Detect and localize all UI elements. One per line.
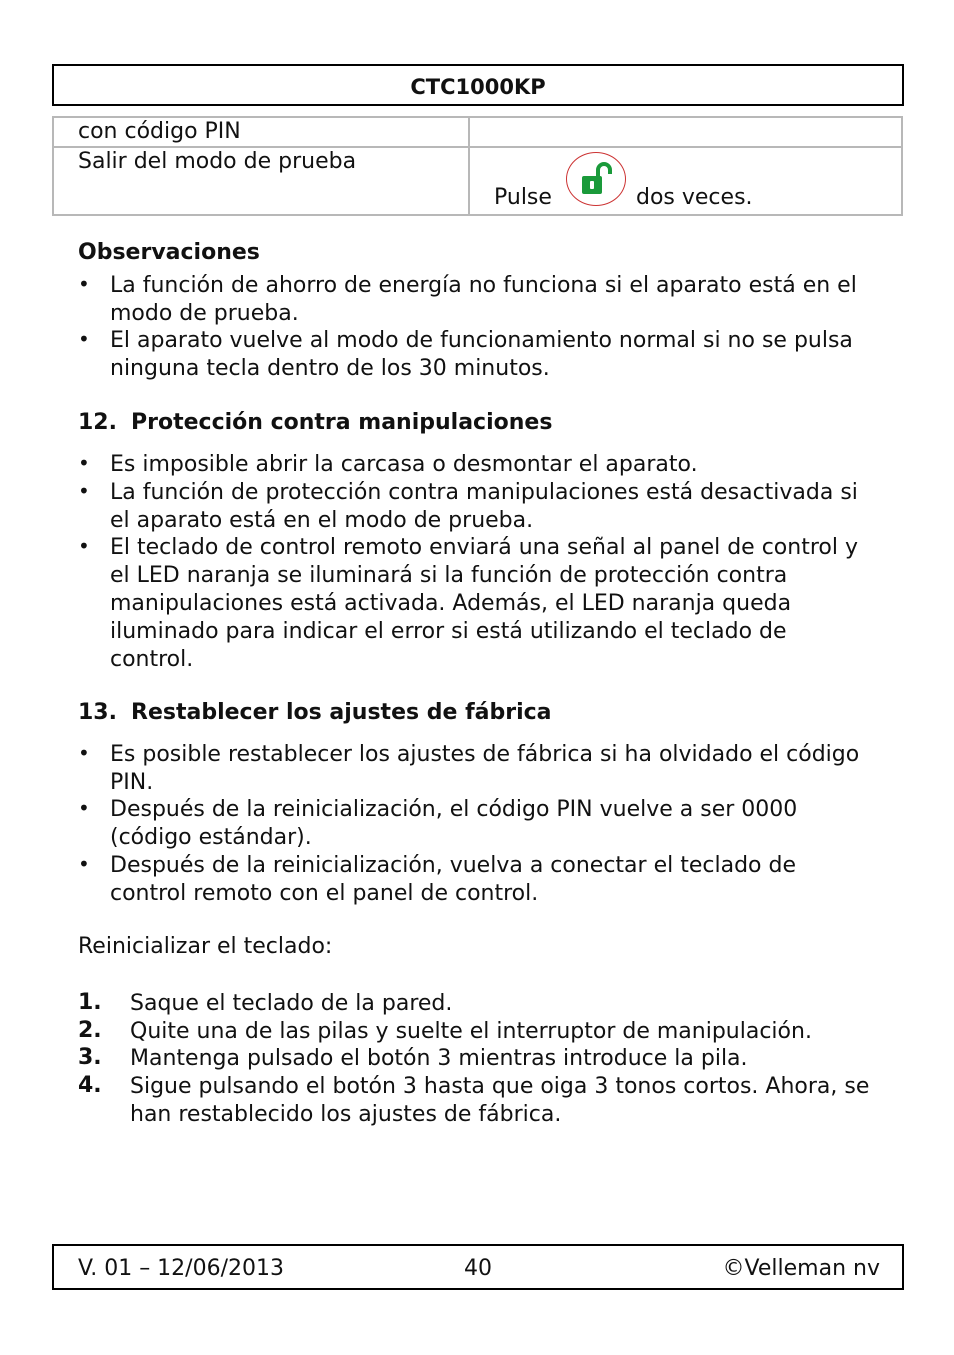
bullet-icon: • xyxy=(78,796,90,820)
table-cell-instruction xyxy=(469,117,902,147)
bullet-icon: • xyxy=(78,451,90,475)
table-cell-instruction xyxy=(469,147,902,215)
bullet-icon: • xyxy=(78,327,90,351)
unlock-button-icon xyxy=(566,152,626,206)
table-cell-action: Salir del modo de prueba xyxy=(53,147,469,215)
section-number: 12. xyxy=(78,410,117,435)
copyright: ©Velleman nv xyxy=(722,1256,880,1281)
step-number: 4. xyxy=(78,1073,102,1098)
step-number: 1. xyxy=(78,990,102,1015)
table-cell-action: con código PIN xyxy=(53,117,469,147)
section-title: Protección contra manipulaciones xyxy=(131,410,553,435)
page-footer xyxy=(52,1244,904,1290)
observaciones-heading: Observaciones xyxy=(78,240,260,265)
section-title: Restablecer los ajustes de fábrica xyxy=(131,700,552,725)
instruction-suffix: dos veces. xyxy=(636,185,753,210)
page-number: 40 xyxy=(464,1256,492,1281)
version-date: V. 01 – 12/06/2013 xyxy=(78,1256,284,1281)
bullet-icon: • xyxy=(78,272,90,296)
step-text: Sigue pulsando el botón 3 hasta que oiga 3 tonos cortos. Ahora, se han restablecido los ajustes de fábrica. xyxy=(130,1074,870,1127)
instruction-table xyxy=(52,116,903,216)
bullet-icon: • xyxy=(78,741,90,765)
step-text: Mantenga pulsado el botón 3 mientras introduce la pila. xyxy=(130,1046,748,1071)
bullet-icon: • xyxy=(78,534,90,558)
product-code: CTC1000KP xyxy=(410,75,546,99)
bullet-icon: • xyxy=(78,852,90,876)
step-text: Quite una de las pilas y suelte el interruptor de manipulación. xyxy=(130,1019,812,1044)
reset-intro: Reinicializar el teclado: xyxy=(78,934,333,959)
instruction-prefix: Pulse xyxy=(494,185,552,210)
table-row xyxy=(53,147,902,215)
bullet-icon: • xyxy=(78,479,90,503)
table-row xyxy=(53,117,902,147)
page-header xyxy=(52,64,904,106)
step-number: 2. xyxy=(78,1018,102,1043)
step-text: Saque el teclado de la pared. xyxy=(130,991,453,1016)
section-number: 13. xyxy=(78,700,117,725)
step-number: 3. xyxy=(78,1045,102,1070)
